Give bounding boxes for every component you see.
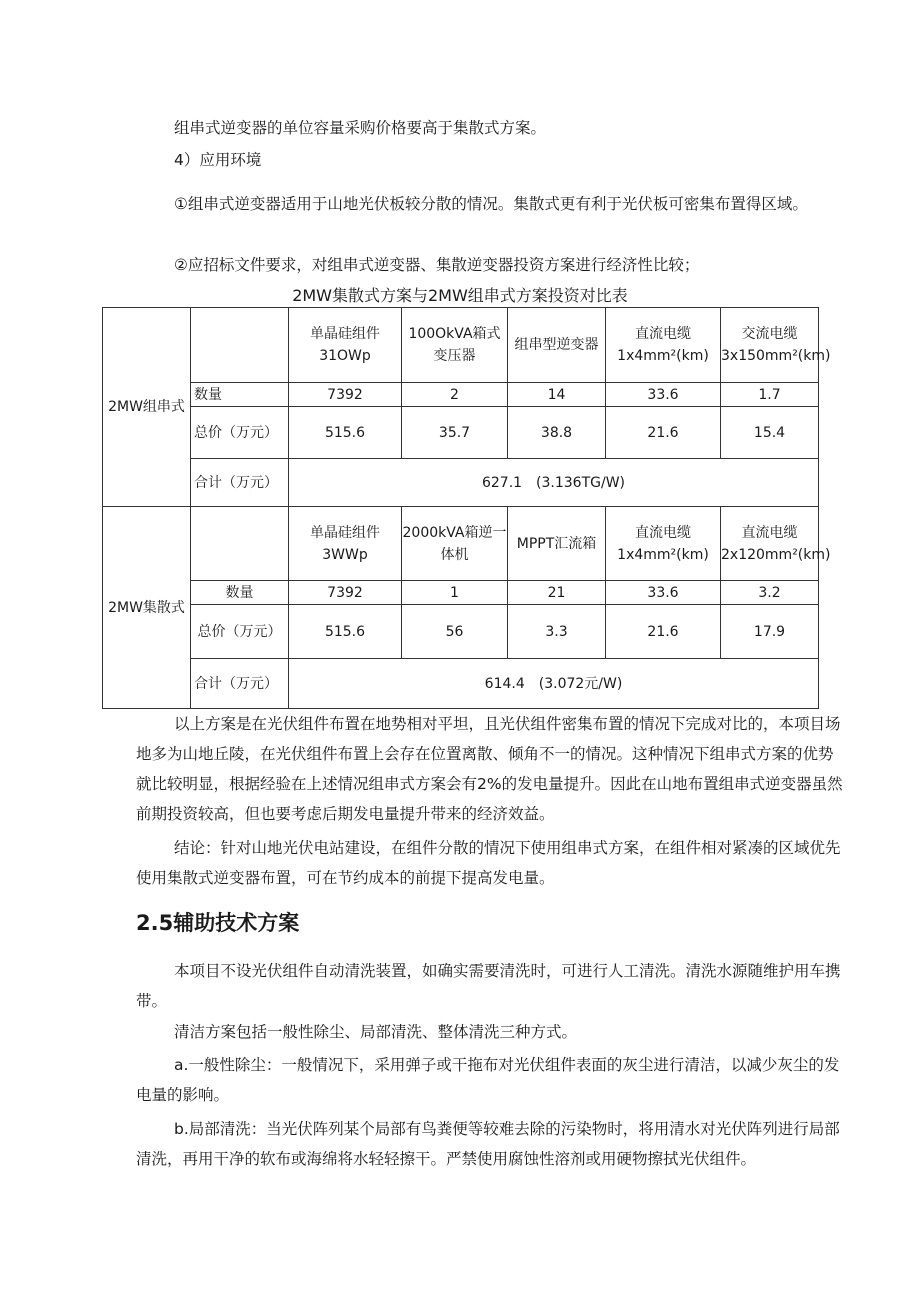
paragraph-string-suitability: ①组串式逆变器适用于山地光伏板较分散的情况。集散式更有利于光伏板可密集布置得区域。 [174,195,808,213]
paragraph-conclusion: 结论：针对山地光伏电站建设，在组件分散的情况下使用组串式方案，在组件相对紧凑的区域优先使用集散式逆变器布置，可在节约成本的前提下提高发电量。 [136,839,841,887]
value-cell: 7392 [289,581,402,605]
paragraph-analysis: 以上方案是在光伏组件布置在地势相对平坦，且光伏组件密集布置的情况下完成对比的，本项目场地多为山地丘陵，在光伏组件布置上会存在位置离散、倾角不一的情况。这种情况下组串式方案的优势就比较明显，根据经验在上述情况组串式方案会有2%的发电量提升。因此在山地布置组串式逆变器虽然前期投资较高，但也要考虑后期发电量提升带来的经济效益。 [136,715,843,823]
row-label: 合计（万元） [191,659,289,709]
scheme-label-string: 2MW组串式 [103,308,191,507]
table-row [103,407,819,459]
empty-cell [191,507,289,581]
value-cell: 515.6 [289,407,402,459]
value-cell: 2 [402,383,508,407]
header-cell: 单晶硅组件 31OWp [289,308,402,383]
total-cell: 627.1 (3.136TG/W) [289,459,819,507]
table-row [103,659,819,709]
total-cell: 614.4 (3.072元/W) [289,659,819,709]
header-cell: 2000kVA箱逆一体机 [402,507,508,581]
row-label: 合计（万元） [191,459,289,507]
header-cell: MPPT汇流箱 [508,507,606,581]
header-cell: 单晶硅组件 3WWp [289,507,402,581]
value-cell: 15.4 [721,407,819,459]
value-cell: 3.2 [721,581,819,605]
value-cell: 3.3 [508,605,606,659]
row-label: 总价（万元） [191,407,289,459]
value-cell: 21.6 [606,605,721,659]
row-label: 数量 [191,383,289,407]
header-cell: 直流电缆 1x4mm²(km) [606,507,721,581]
value-cell: 515.6 [289,605,402,659]
table-row [103,308,819,383]
value-cell: 7392 [289,383,402,407]
row-label: 总价（万元） [191,605,289,659]
value-cell: 21.6 [606,407,721,459]
paragraph-unit-price: 组串式逆变器的单位容量采购价格要高于集散式方案。 [174,119,547,137]
empty-cell [191,308,289,383]
value-cell: 21 [508,581,606,605]
table-row [103,507,819,581]
value-cell: 56 [402,605,508,659]
investment-comparison-table [102,307,831,709]
header-cell: 直流电缆 1x4mm²(km) [606,308,721,383]
value-cell: 1.7 [721,383,819,407]
paragraph-general-dust: a.一般性除尘：一般情况下，采用弹子或干拖布对光伏组件表面的灰尘进行清洁，以减少灰尘的发电量的影响。 [136,1056,840,1104]
value-cell: 38.8 [508,407,606,459]
value-cell: 14 [508,383,606,407]
paragraph-cleaning-methods: 清洁方案包括一般性除尘、局部清洗、整体清洗三种方式。 [174,1023,578,1041]
header-cell: 交流电缆 3x150mm²(km) [721,308,819,383]
value-cell: 33.6 [606,581,721,605]
paragraph-no-auto-cleaning: 本项目不设光伏组件自动清洗装置，如确实需要清洗时，可进行人工清洗。清洗水源随维护用车携带。 [136,962,841,1010]
value-cell: 17.9 [721,605,819,659]
table-row [103,459,819,507]
header-cell: 组串型逆变器 [508,308,606,383]
section-heading: 2.5辅助技术方案 [136,911,300,935]
table-row [103,383,819,407]
value-cell: 1 [402,581,508,605]
table-caption: 2MW集散式方案与2MW组串式方案投资对比表 [292,286,628,305]
scheme-label-central: 2MW集散式 [103,507,191,709]
paragraph-tender-requirement: ②应招标文件要求，对组串式逆变器、集散逆变器投资方案进行经济性比较； [174,256,700,274]
value-cell: 35.7 [402,407,508,459]
table-row [103,581,819,605]
table-row [103,605,819,659]
header-cell: 直流电缆 2x120mm²(km) [721,507,819,581]
row-label: 数量 [191,581,289,605]
paragraph-application-env-title: 4）应用环境 [174,151,262,169]
value-cell: 33.6 [606,383,721,407]
header-cell: 100OkVA箱式变压器 [402,308,508,383]
paragraph-local-cleaning: b.局部清洗：当光伏阵列某个局部有鸟粪便等较难去除的污染物时，将用清水对光伏阵列进行局部清洗，再用干净的软布或海绵将水轻轻擦干。严禁使用腐蚀性溶剂或用硬物擦拭光伏组件。 [136,1120,840,1168]
